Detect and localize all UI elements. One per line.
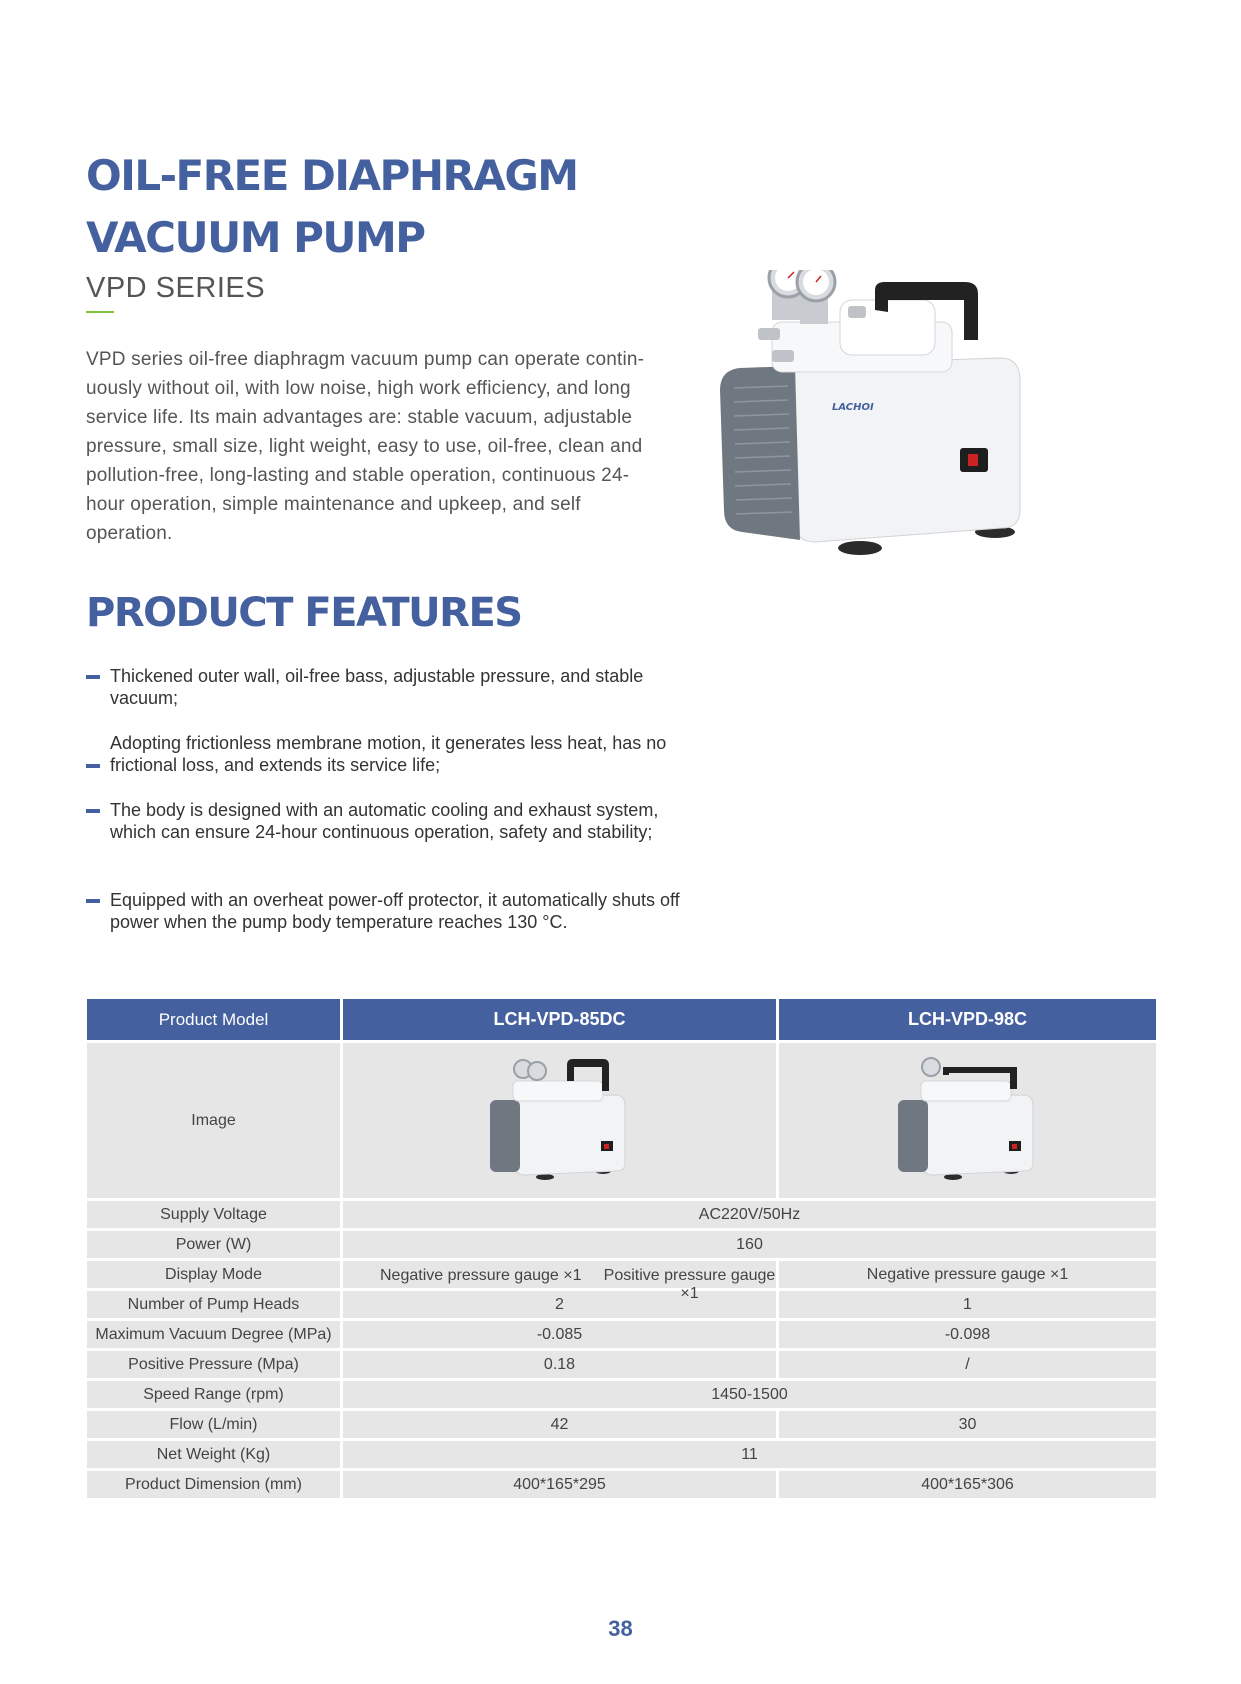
model-a-image-cell (342, 1042, 778, 1200)
row-label: Maximum Vacuum Degree (MPa) (86, 1320, 342, 1350)
feature-item (86, 889, 686, 933)
feature-text: Adopting frictionless membrane motion, it generates less heat, has no frictional loss, and extends its service life; (110, 733, 667, 775)
model-a-product-image (485, 1053, 635, 1183)
table-header-row (86, 998, 1158, 1042)
table-row (86, 1380, 1158, 1410)
row-label: Supply Voltage (86, 1200, 342, 1230)
model-a-value: -0.085 (342, 1320, 778, 1350)
page-title (86, 145, 578, 269)
row-value: 160 (342, 1230, 1158, 1260)
table-row (86, 1200, 1158, 1230)
bullet-dash-icon (86, 764, 100, 768)
table-row (86, 1440, 1158, 1470)
row-label: Display Mode (86, 1260, 342, 1290)
header-product-model: Product Model (86, 998, 342, 1042)
row-label: Net Weight (Kg) (86, 1440, 342, 1470)
feature-text: Thickened outer wall, oil-free bass, adjustable pressure, and stable vacuum; (110, 666, 644, 708)
specification-table (84, 996, 1159, 1501)
row-label: Flow (L/min) (86, 1410, 342, 1440)
bullet-dash-icon (86, 809, 100, 813)
page-number: 38 (608, 1616, 633, 1641)
row-value: 1450-1500 (342, 1380, 1158, 1410)
model-a-value: 2 (342, 1290, 778, 1320)
model-b-value: / (778, 1350, 1158, 1380)
header-model-a: LCH-VPD-85DC (342, 998, 778, 1042)
feature-text: The body is designed with an automatic cooling and exhaust system, which can ensure 24-hour continuous operation, safety and stability; (110, 800, 659, 842)
subtitle-underline (86, 311, 114, 313)
table-row (86, 1350, 1158, 1380)
model-a-value: 0.18 (342, 1350, 778, 1380)
row-label: Positive Pressure (Mpa) (86, 1350, 342, 1380)
table-row (86, 1470, 1158, 1500)
model-b-value: 400*165*306 (778, 1470, 1158, 1500)
feature-text: Equipped with an overheat power-off protector, it automatically shuts off power when the pump body temperature reaches 130 °C. (110, 890, 680, 932)
row-value: 11 (342, 1440, 1158, 1470)
feature-item (86, 665, 686, 709)
row-label: Image (86, 1042, 342, 1200)
bullet-dash-icon (86, 899, 100, 903)
model-a-value: 42 (342, 1410, 778, 1440)
features-heading: PRODUCT FEATURES (86, 590, 522, 636)
row-value: AC220V/50Hz (342, 1200, 1158, 1230)
row-label: Power (W) (86, 1230, 342, 1260)
title-line-2: VACUUM PUMP (86, 213, 425, 262)
row-label: Product Dimension (mm) (86, 1470, 342, 1500)
feature-item (86, 799, 686, 843)
table-row (86, 1230, 1158, 1260)
row-label: Number of Pump Heads (86, 1290, 342, 1320)
product-hero-image (720, 270, 1060, 560)
model-a-value (342, 1260, 778, 1302)
title-line-1: OIL-FREE DIAPHRAGM (86, 151, 578, 200)
model-b-value: 30 (778, 1410, 1158, 1440)
model-b-value: Negative pressure gauge ×1 (778, 1260, 1158, 1290)
model-b-image-cell (778, 1042, 1158, 1200)
row-label: Speed Range (rpm) (86, 1380, 342, 1410)
model-b-value: 1 (778, 1290, 1158, 1320)
display-mode-negative: Negative pressure gauge ×1 (380, 1267, 582, 1284)
bullet-dash-icon (86, 675, 100, 679)
table-row (86, 1260, 1158, 1290)
table-row (86, 1320, 1158, 1350)
intro-paragraph: VPD series oil-free diaphragm vacuum pump can operate contin-uously without oil, with low noise, high work efficiency, and long service life. Its main advantages are: stable vacuum, adjustable pressure, small size, light weight, easy to use, oil-free, clean and pollution-free, long-lasting and stable operation, continuous 24-hour operation, simple maintenance and upkeep, and self operation. (86, 349, 645, 544)
series-subtitle: VPD SERIES (86, 272, 266, 304)
model-b-product-image (893, 1053, 1043, 1183)
model-b-value: -0.098 (778, 1320, 1158, 1350)
brand-logo-text: LACHOI (832, 402, 874, 413)
table-row (86, 1410, 1158, 1440)
header-model-b: LCH-VPD-98C (778, 998, 1158, 1042)
display-mode-positive: Positive pressure gauge ×1 (603, 1267, 776, 1302)
table-row (86, 1042, 1158, 1200)
model-a-value: 400*165*295 (342, 1470, 778, 1500)
feature-item (86, 732, 686, 776)
